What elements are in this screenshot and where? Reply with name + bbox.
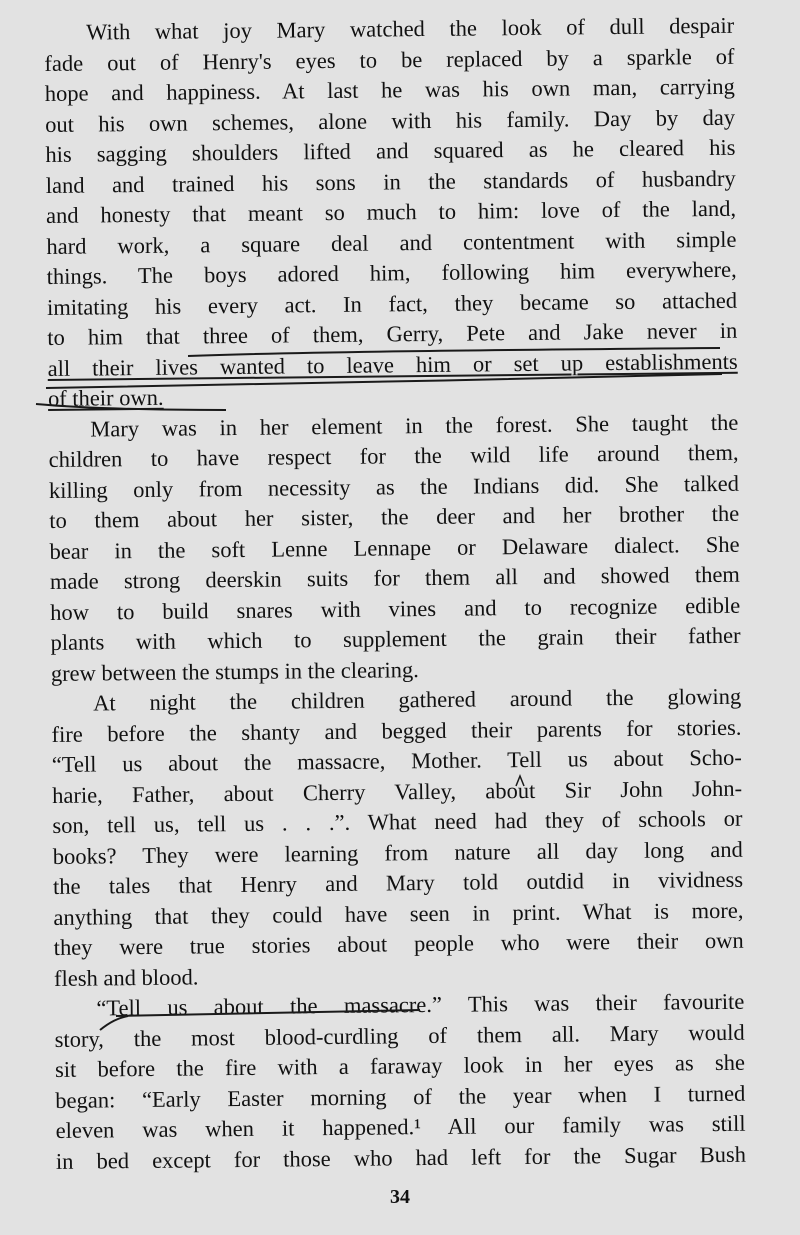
text-line: sit before the fire with a faraway look in her eyes as she bbox=[54, 1049, 746, 1082]
underlined-text-line: of their own. bbox=[47, 384, 164, 411]
text-line: harie, Father, about Cherry Valley, about Sir John John- bbox=[52, 775, 743, 808]
text-line: son, tell us, tell us . . .”. What need had they of schools or bbox=[52, 805, 743, 838]
underlined-text-line: to him that three of them, Gerry, Pete and Jake never in bbox=[47, 317, 738, 350]
underlined-text-line: all their lives wanted to leave him or set up establishments bbox=[47, 348, 738, 381]
text-line: grew between the stumps in the clearing. bbox=[50, 656, 419, 686]
text-line: fire before the shanty and begged their parents for stories. bbox=[51, 714, 742, 747]
body-text bbox=[44, 11, 746, 1177]
text-line: children to have respect for the wild life around them, bbox=[48, 439, 739, 472]
text-line: in bed except for those who had left for the Sugar Bush bbox=[55, 1141, 747, 1174]
text-line: out his own schemes, alone with his family. Day by day bbox=[44, 104, 736, 137]
text-line: his sagging shoulders lifted and squared as he cleared his bbox=[45, 134, 736, 167]
underlined-text-line: “Tell us about the massacre.” This was their favourite bbox=[96, 988, 745, 1021]
text-line: how to build snares with vines and to recognize edible bbox=[50, 592, 741, 625]
text-line: began: “Early Easter morning of the year when I turned bbox=[55, 1080, 746, 1113]
text-line: anything that they could have seen in print. What is more, bbox=[53, 897, 744, 930]
text-line: imitating his every act. In fact, they became so attached bbox=[46, 287, 738, 320]
text-line: bear in the soft Lenne Lennape or Delaware dialect. She bbox=[49, 531, 740, 564]
text-line: flesh and blood. bbox=[53, 963, 199, 991]
text-line: plants with which to supplement the grain their father bbox=[50, 622, 741, 655]
text-line: land and trained his sons in the standards of husbandry bbox=[45, 165, 736, 198]
text-line: to them about her sister, the deer and her brother the bbox=[49, 500, 740, 533]
text-line: killing only from necessity as the Indians did. She talked bbox=[48, 470, 740, 503]
text-line: and honesty that meant so much to him: love of the land, bbox=[45, 195, 737, 228]
text-line: hard work, a square deal and contentment with simple bbox=[46, 226, 737, 259]
text-line: eleven was when it happened.¹ All our family was still bbox=[55, 1110, 746, 1143]
text-line: the tales that Henry and Mary told outdid in vividness bbox=[52, 866, 744, 899]
text-line: books? They were learning from nature all day long and bbox=[52, 836, 743, 869]
text-line: hope and happiness. At last he was his own man, carrying bbox=[44, 73, 735, 106]
text-line: made strong deerskin suits for them all and showed them bbox=[49, 561, 740, 594]
text-line: At night the children gathered around the glowing bbox=[93, 683, 742, 716]
text-line: story, the most blood-curdling of them all. Mary would bbox=[54, 1019, 745, 1052]
text-line: fade out of Henry's eyes to be replaced by a sparkle of bbox=[44, 43, 735, 76]
text-line: things. The boys adored him, following him everywhere, bbox=[46, 256, 737, 289]
page-number: 34 bbox=[390, 1186, 410, 1208]
text-line: they were true stories about people who were their own bbox=[53, 927, 744, 960]
text-line: With what joy Mary watched the look of dull despair bbox=[86, 12, 735, 45]
text-line: Mary was in her element in the forest. She taught the bbox=[90, 409, 739, 442]
text-line: “Tell us about the massacre, Mother. Tell us about Scho- bbox=[51, 744, 742, 777]
